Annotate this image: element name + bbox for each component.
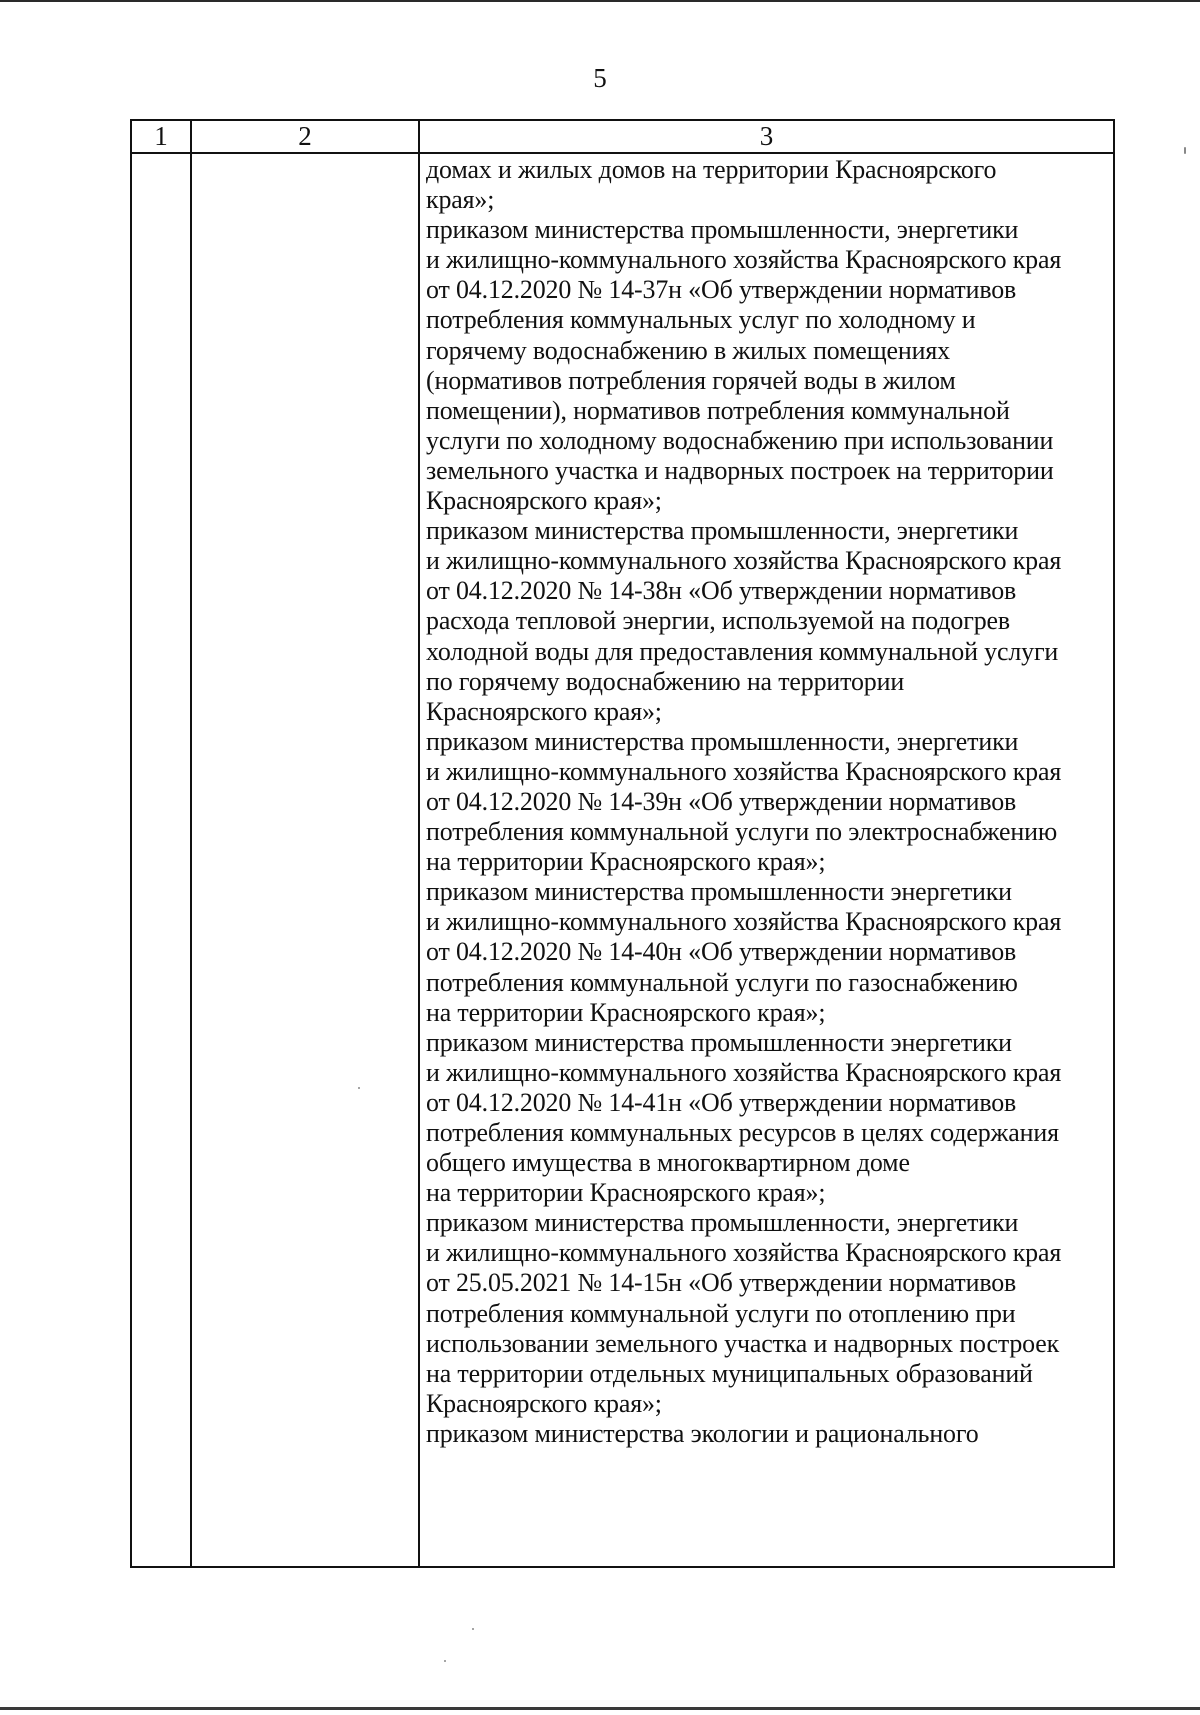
text-line: по горячему водоснабжению на территории [426, 666, 905, 696]
text-line: от 04.12.2020 № 14-37н «Об утверждении нормативов [426, 275, 1017, 305]
text-line: и жилищно-коммунального хозяйства Красноярского края [426, 546, 1062, 576]
text-line: (нормативов потребления горячей воды в жилом [426, 365, 956, 395]
text-line: потребления коммунальной услуги по газоснабжению [426, 967, 1018, 997]
scan-speck [358, 1087, 360, 1089]
text-line: потребления коммунальных услуг по холодному и [426, 305, 976, 335]
text-line: Красноярского края»; [426, 486, 662, 516]
text-line: от 04.12.2020 № 14-39н «Об утверждении нормативов [426, 786, 1017, 816]
text-line: холодной воды для предоставления коммунальной услуги [426, 636, 1059, 666]
text-line: от 25.05.2021 № 14-15н «Об утверждении нормативов [426, 1268, 1017, 1298]
scan-speck [1184, 147, 1186, 154]
text-line: земельного участка и надворных построек на территории [426, 455, 1054, 485]
text-line: и жилищно-коммунального хозяйства Красноярского края [426, 245, 1062, 275]
header-col-1: 1 [154, 121, 168, 151]
text-line: от 04.12.2020 № 14-41н «Об утверждении нормативов [426, 1087, 1017, 1117]
text-line: потребления коммунальных ресурсов в целях содержания [426, 1118, 1059, 1147]
column-divider-2 [418, 121, 420, 1566]
column-3-content [426, 155, 1114, 1449]
text-line: помещении), нормативов потребления коммунальной [426, 395, 1010, 425]
scan-speck [472, 1628, 474, 1630]
text-line: домах и жилых домов на территории Красноярского [426, 155, 997, 184]
header-col-2: 2 [298, 121, 312, 151]
text-line: приказом министерства промышленности энергетики [426, 877, 1012, 907]
text-line: приказом министерства промышленности энергетики [426, 1027, 1012, 1057]
text-line: и жилищно-коммунального хозяйства Красноярского края [426, 907, 1062, 937]
text-line: приказом министерства промышленности, энергетики [426, 516, 1019, 546]
text-line: и жилищно-коммунального хозяйства Красноярского края [426, 1057, 1062, 1087]
text-line: приказом министерства промышленности, энергетики [426, 215, 1019, 245]
text-line: горячему водоснабжению в жилых помещениях [426, 335, 950, 365]
text-line: Красноярского края»; [426, 1388, 662, 1418]
text-line: потребления коммунальной услуги по отоплению при [426, 1298, 1016, 1328]
text-line: потребления коммунальной услуги по электроснабжению [426, 817, 1058, 847]
text-line: на территории Красноярского края»; [426, 997, 826, 1027]
text-line: общего имущества в многоквартирном доме [426, 1148, 910, 1178]
text-line: от 04.12.2020 № 14-40н «Об утверждении нормативов [426, 937, 1017, 967]
scan-speck [444, 1660, 446, 1662]
text-line: на территории отдельных муниципальных образований [426, 1358, 1033, 1388]
text-line: приказом министерства промышленности, энергетики [426, 1208, 1019, 1238]
text-line: использовании земельного участка и надворных построек [426, 1328, 1060, 1358]
text-line: Красноярского края»; [426, 696, 662, 726]
text-line: приказом министерства промышленности, энергетики [426, 726, 1019, 756]
column-divider-1 [190, 121, 192, 1566]
page-number: 5 [593, 63, 607, 93]
text-line: приказом министерства экологии и рационального [426, 1418, 979, 1448]
scan-top-edge [0, 0, 1200, 2]
scan-bottom-edge [0, 1707, 1200, 1710]
text-line: на территории Красноярского края»; [426, 1178, 826, 1208]
text-line: на территории Красноярского края»; [426, 847, 826, 877]
text-line: услуги по холодному водоснабжению при использовании [426, 425, 1054, 455]
text-line: и жилищно-коммунального хозяйства Красноярского края [426, 1238, 1062, 1268]
text-line: от 04.12.2020 № 14-38н «Об утверждении нормативов [426, 576, 1017, 606]
header-col-3: 3 [759, 121, 774, 151]
text-line: расхода тепловой энергии, используемой на подогрев [426, 606, 1010, 636]
text-line: края»; [426, 185, 495, 215]
table-header-row [132, 121, 1113, 154]
document-table [130, 119, 1115, 1568]
text-line: и жилищно-коммунального хозяйства Красноярского края [426, 756, 1062, 786]
